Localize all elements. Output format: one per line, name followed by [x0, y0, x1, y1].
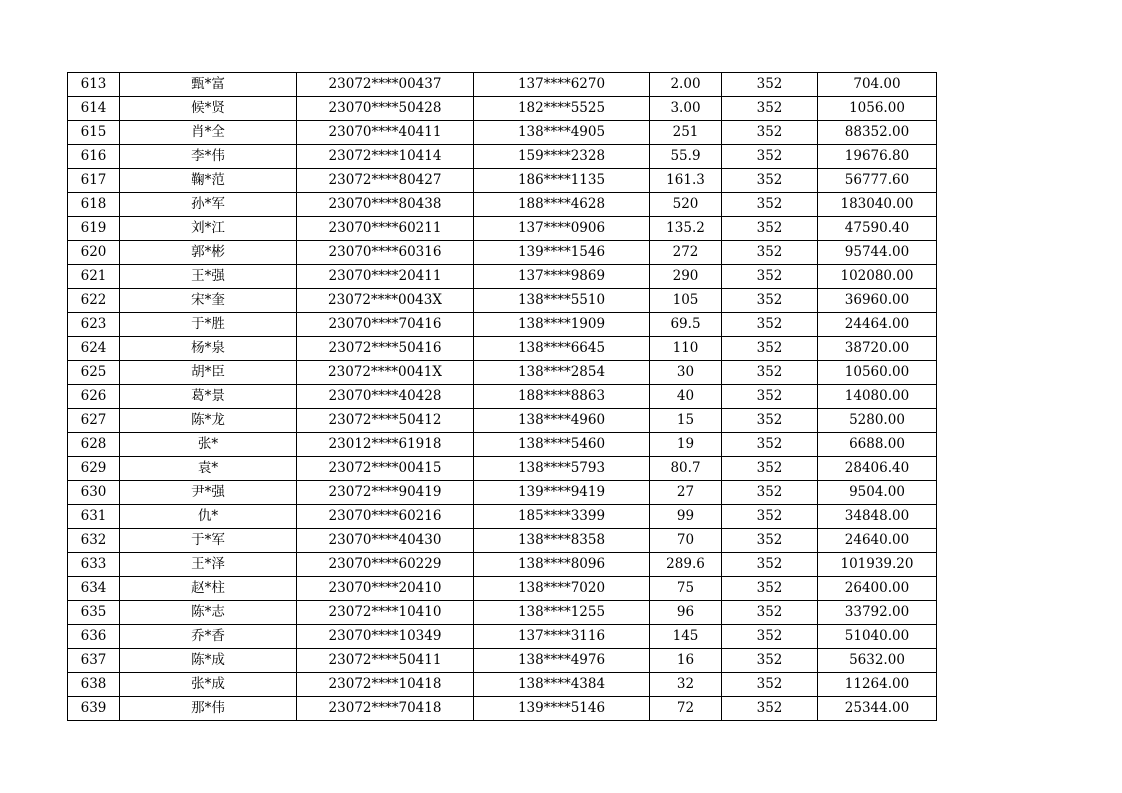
phone-cell: 188****8863 [474, 385, 650, 409]
name-cell: 胡*臣 [120, 361, 297, 385]
unit-price-cell: 352 [722, 289, 818, 313]
name-cell: 鞠*范 [120, 169, 297, 193]
unit-price-cell: 352 [722, 625, 818, 649]
id-number-cell: 23072****00415 [297, 457, 474, 481]
unit-price-cell: 352 [722, 481, 818, 505]
unit-price-cell: 352 [722, 649, 818, 673]
phone-cell: 139****1546 [474, 241, 650, 265]
name-cell: 葛*景 [120, 385, 297, 409]
name-cell: 赵*柱 [120, 577, 297, 601]
amount-cell: 19676.80 [818, 145, 937, 169]
quantity-cell: 96 [650, 601, 722, 625]
id-number-cell: 23070****10349 [297, 625, 474, 649]
row-number-cell: 629 [68, 457, 120, 481]
name-cell: 于*军 [120, 529, 297, 553]
amount-cell: 25344.00 [818, 697, 937, 721]
amount-cell: 56777.60 [818, 169, 937, 193]
amount-cell: 34848.00 [818, 505, 937, 529]
id-number-cell: 23070****40430 [297, 529, 474, 553]
quantity-cell: 272 [650, 241, 722, 265]
unit-price-cell: 352 [722, 169, 818, 193]
quantity-cell: 161.3 [650, 169, 722, 193]
table-row [68, 313, 937, 337]
phone-cell: 138****4976 [474, 649, 650, 673]
id-number-cell: 23012****61918 [297, 433, 474, 457]
id-number-cell: 23072****50412 [297, 409, 474, 433]
phone-cell: 138****8096 [474, 553, 650, 577]
row-number-cell: 623 [68, 313, 120, 337]
phone-cell: 185****3399 [474, 505, 650, 529]
row-number-cell: 638 [68, 673, 120, 697]
amount-cell: 36960.00 [818, 289, 937, 313]
amount-cell: 26400.00 [818, 577, 937, 601]
row-number-cell: 636 [68, 625, 120, 649]
table-row [68, 73, 937, 97]
quantity-cell: 2.00 [650, 73, 722, 97]
name-cell: 尹*强 [120, 481, 297, 505]
table-row [68, 601, 937, 625]
row-number-cell: 637 [68, 649, 120, 673]
id-number-cell: 23072****10410 [297, 601, 474, 625]
quantity-cell: 3.00 [650, 97, 722, 121]
id-number-cell: 23070****20411 [297, 265, 474, 289]
phone-cell: 137****9869 [474, 265, 650, 289]
unit-price-cell: 352 [722, 577, 818, 601]
phone-cell: 138****5460 [474, 433, 650, 457]
id-number-cell: 23072****10414 [297, 145, 474, 169]
unit-price-cell: 352 [722, 601, 818, 625]
table-row [68, 169, 937, 193]
row-number-cell: 628 [68, 433, 120, 457]
quantity-cell: 70 [650, 529, 722, 553]
quantity-cell: 290 [650, 265, 722, 289]
table-row [68, 337, 937, 361]
phone-cell: 138****6645 [474, 337, 650, 361]
name-cell: 刘*江 [120, 217, 297, 241]
data-table [67, 72, 937, 721]
quantity-cell: 289.6 [650, 553, 722, 577]
unit-price-cell: 352 [722, 505, 818, 529]
phone-cell: 138****4905 [474, 121, 650, 145]
quantity-cell: 55.9 [650, 145, 722, 169]
row-number-cell: 632 [68, 529, 120, 553]
id-number-cell: 23070****40428 [297, 385, 474, 409]
amount-cell: 10560.00 [818, 361, 937, 385]
table-row [68, 241, 937, 265]
name-cell: 郭*彬 [120, 241, 297, 265]
name-cell: 仇* [120, 505, 297, 529]
amount-cell: 101939.20 [818, 553, 937, 577]
name-cell: 孙*军 [120, 193, 297, 217]
unit-price-cell: 352 [722, 361, 818, 385]
unit-price-cell: 352 [722, 241, 818, 265]
quantity-cell: 110 [650, 337, 722, 361]
quantity-cell: 80.7 [650, 457, 722, 481]
unit-price-cell: 352 [722, 433, 818, 457]
row-number-cell: 634 [68, 577, 120, 601]
unit-price-cell: 352 [722, 697, 818, 721]
id-number-cell: 23070****50428 [297, 97, 474, 121]
phone-cell: 138****2854 [474, 361, 650, 385]
unit-price-cell: 352 [722, 145, 818, 169]
name-cell: 陈*志 [120, 601, 297, 625]
id-number-cell: 23072****50416 [297, 337, 474, 361]
table-row [68, 361, 937, 385]
phone-cell: 137****3116 [474, 625, 650, 649]
phone-cell: 186****1135 [474, 169, 650, 193]
table-body [68, 73, 937, 721]
quantity-cell: 27 [650, 481, 722, 505]
table-row [68, 433, 937, 457]
row-number-cell: 631 [68, 505, 120, 529]
unit-price-cell: 352 [722, 73, 818, 97]
name-cell: 于*胜 [120, 313, 297, 337]
name-cell: 王*泽 [120, 553, 297, 577]
row-number-cell: 622 [68, 289, 120, 313]
name-cell: 杨*泉 [120, 337, 297, 361]
unit-price-cell: 352 [722, 217, 818, 241]
table-row [68, 217, 937, 241]
amount-cell: 33792.00 [818, 601, 937, 625]
unit-price-cell: 352 [722, 265, 818, 289]
quantity-cell: 75 [650, 577, 722, 601]
amount-cell: 5632.00 [818, 649, 937, 673]
table-row [68, 505, 937, 529]
table-row [68, 673, 937, 697]
name-cell: 宋*奎 [120, 289, 297, 313]
id-number-cell: 23070****60211 [297, 217, 474, 241]
amount-cell: 24640.00 [818, 529, 937, 553]
quantity-cell: 251 [650, 121, 722, 145]
quantity-cell: 520 [650, 193, 722, 217]
table-row [68, 289, 937, 313]
table-row [68, 409, 937, 433]
table-row [68, 697, 937, 721]
row-number-cell: 614 [68, 97, 120, 121]
unit-price-cell: 352 [722, 385, 818, 409]
table-row [68, 385, 937, 409]
quantity-cell: 135.2 [650, 217, 722, 241]
name-cell: 肖*全 [120, 121, 297, 145]
amount-cell: 11264.00 [818, 673, 937, 697]
table-row [68, 193, 937, 217]
table-row [68, 121, 937, 145]
quantity-cell: 69.5 [650, 313, 722, 337]
row-number-cell: 621 [68, 265, 120, 289]
phone-cell: 139****5146 [474, 697, 650, 721]
id-number-cell: 23070****60216 [297, 505, 474, 529]
phone-cell: 138****5510 [474, 289, 650, 313]
name-cell: 陈*龙 [120, 409, 297, 433]
amount-cell: 28406.40 [818, 457, 937, 481]
id-number-cell: 23072****70418 [297, 697, 474, 721]
quantity-cell: 105 [650, 289, 722, 313]
quantity-cell: 99 [650, 505, 722, 529]
id-number-cell: 23072****90419 [297, 481, 474, 505]
name-cell: 那*伟 [120, 697, 297, 721]
amount-cell: 102080.00 [818, 265, 937, 289]
phone-cell: 138****4384 [474, 673, 650, 697]
amount-cell: 704.00 [818, 73, 937, 97]
amount-cell: 6688.00 [818, 433, 937, 457]
name-cell: 李*伟 [120, 145, 297, 169]
phone-cell: 138****8358 [474, 529, 650, 553]
amount-cell: 47590.40 [818, 217, 937, 241]
table-row [68, 145, 937, 169]
name-cell: 陈*成 [120, 649, 297, 673]
unit-price-cell: 352 [722, 313, 818, 337]
table-row [68, 97, 937, 121]
id-number-cell: 23070****60316 [297, 241, 474, 265]
row-number-cell: 624 [68, 337, 120, 361]
row-number-cell: 630 [68, 481, 120, 505]
phone-cell: 139****9419 [474, 481, 650, 505]
row-number-cell: 619 [68, 217, 120, 241]
row-number-cell: 620 [68, 241, 120, 265]
row-number-cell: 633 [68, 553, 120, 577]
table-row [68, 553, 937, 577]
id-number-cell: 23070****80438 [297, 193, 474, 217]
quantity-cell: 16 [650, 649, 722, 673]
amount-cell: 14080.00 [818, 385, 937, 409]
row-number-cell: 617 [68, 169, 120, 193]
unit-price-cell: 352 [722, 97, 818, 121]
row-number-cell: 615 [68, 121, 120, 145]
name-cell: 袁* [120, 457, 297, 481]
unit-price-cell: 352 [722, 553, 818, 577]
table-row [68, 265, 937, 289]
row-number-cell: 627 [68, 409, 120, 433]
id-number-cell: 23072****10418 [297, 673, 474, 697]
quantity-cell: 15 [650, 409, 722, 433]
row-number-cell: 616 [68, 145, 120, 169]
phone-cell: 182****5525 [474, 97, 650, 121]
phone-cell: 188****4628 [474, 193, 650, 217]
name-cell: 王*强 [120, 265, 297, 289]
id-number-cell: 23072****80427 [297, 169, 474, 193]
phone-cell: 138****5793 [474, 457, 650, 481]
amount-cell: 5280.00 [818, 409, 937, 433]
unit-price-cell: 352 [722, 337, 818, 361]
name-cell: 候*贤 [120, 97, 297, 121]
name-cell: 甄*富 [120, 73, 297, 97]
id-number-cell: 23072****0043X [297, 289, 474, 313]
table-row [68, 481, 937, 505]
phone-cell: 159****2328 [474, 145, 650, 169]
phone-cell: 138****7020 [474, 577, 650, 601]
quantity-cell: 19 [650, 433, 722, 457]
id-number-cell: 23072****00437 [297, 73, 474, 97]
quantity-cell: 72 [650, 697, 722, 721]
quantity-cell: 40 [650, 385, 722, 409]
quantity-cell: 32 [650, 673, 722, 697]
amount-cell: 95744.00 [818, 241, 937, 265]
amount-cell: 88352.00 [818, 121, 937, 145]
phone-cell: 138****4960 [474, 409, 650, 433]
unit-price-cell: 352 [722, 409, 818, 433]
amount-cell: 183040.00 [818, 193, 937, 217]
id-number-cell: 23070****40411 [297, 121, 474, 145]
amount-cell: 9504.00 [818, 481, 937, 505]
unit-price-cell: 352 [722, 673, 818, 697]
phone-cell: 137****0906 [474, 217, 650, 241]
unit-price-cell: 352 [722, 121, 818, 145]
id-number-cell: 23070****20410 [297, 577, 474, 601]
amount-cell: 1056.00 [818, 97, 937, 121]
amount-cell: 51040.00 [818, 625, 937, 649]
phone-cell: 137****6270 [474, 73, 650, 97]
id-number-cell: 23070****70416 [297, 313, 474, 337]
table-row [68, 529, 937, 553]
phone-cell: 138****1255 [474, 601, 650, 625]
row-number-cell: 635 [68, 601, 120, 625]
unit-price-cell: 352 [722, 193, 818, 217]
phone-cell: 138****1909 [474, 313, 650, 337]
table-row [68, 649, 937, 673]
name-cell: 张* [120, 433, 297, 457]
id-number-cell: 23072****50411 [297, 649, 474, 673]
unit-price-cell: 352 [722, 457, 818, 481]
quantity-cell: 30 [650, 361, 722, 385]
amount-cell: 24464.00 [818, 313, 937, 337]
row-number-cell: 625 [68, 361, 120, 385]
id-number-cell: 23070****60229 [297, 553, 474, 577]
row-number-cell: 626 [68, 385, 120, 409]
name-cell: 张*成 [120, 673, 297, 697]
amount-cell: 38720.00 [818, 337, 937, 361]
name-cell: 乔*香 [120, 625, 297, 649]
unit-price-cell: 352 [722, 529, 818, 553]
id-number-cell: 23072****0041X [297, 361, 474, 385]
quantity-cell: 145 [650, 625, 722, 649]
row-number-cell: 613 [68, 73, 120, 97]
table-row [68, 625, 937, 649]
table-row [68, 577, 937, 601]
row-number-cell: 639 [68, 697, 120, 721]
row-number-cell: 618 [68, 193, 120, 217]
table-row [68, 457, 937, 481]
